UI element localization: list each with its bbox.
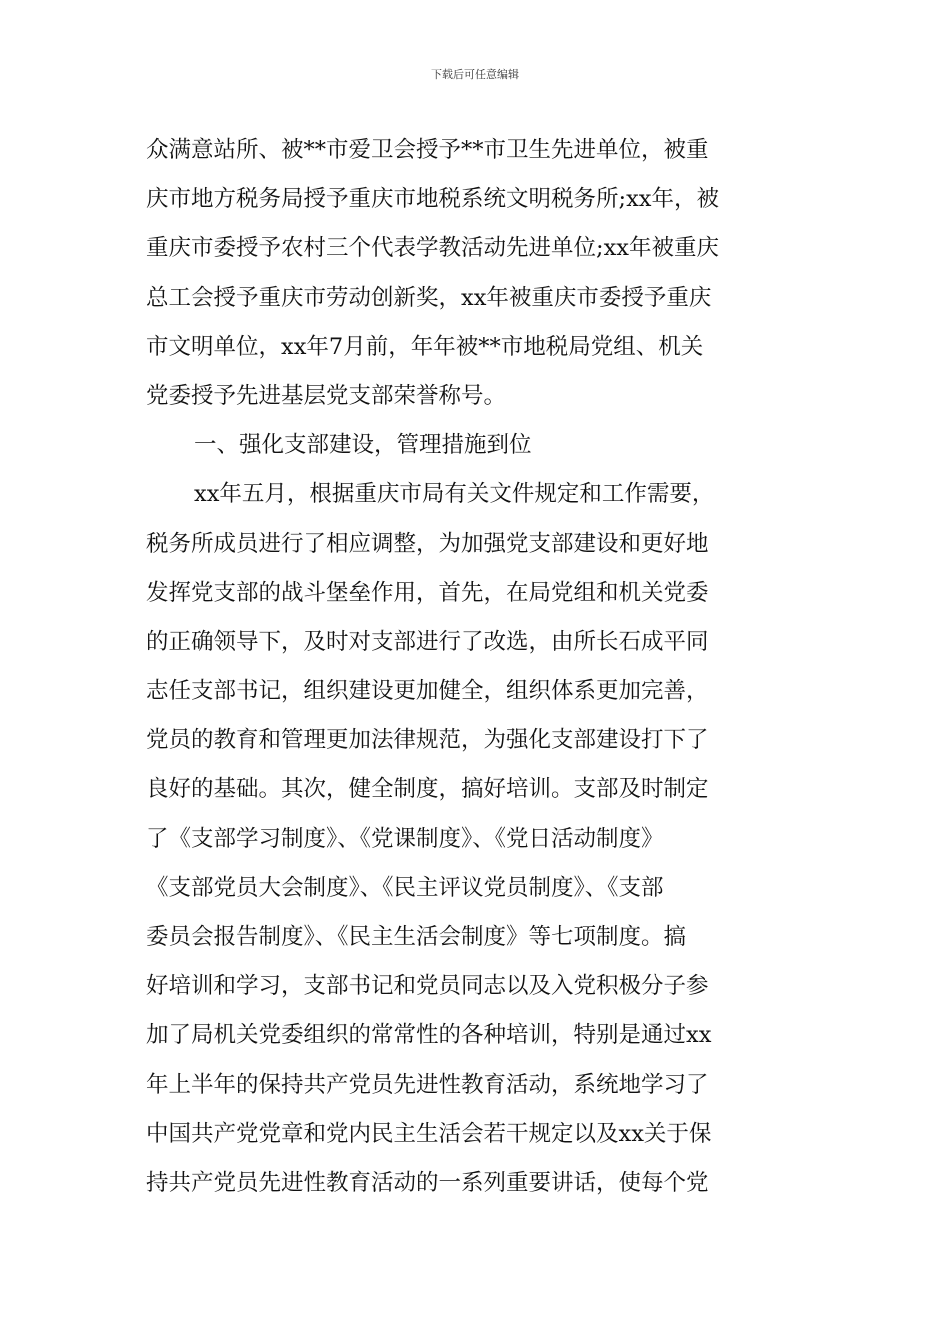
- text-line: 了《支部学习制度》、《党课制度》、《党日活动制度》: [146, 825, 664, 852]
- text-line: 党委授予先进基层党支部荣誉称号。: [146, 382, 507, 409]
- text-line: 加了局机关党委组织的常常性的各种培训，特别是通过xx: [146, 1022, 712, 1049]
- section-heading: 一、强化支部建设，管理措施到位: [194, 432, 532, 459]
- text-line: 众满意站所、被**市爱卫会授予**市卫生先进单位，被重: [146, 137, 709, 163]
- text-line: 良好的基础。其次，健全制度，搞好培训。支部及时制定: [146, 776, 709, 803]
- text-line: 《支部党员大会制度》、《民主评议党员制度》、《支部: [146, 874, 664, 901]
- text-line: 志任支部书记，组织建设更加健全，组织体系更加完善，: [146, 678, 709, 705]
- text-line: 的正确领导下，及时对支部进行了改选，由所长石成平同: [146, 628, 709, 655]
- text-line: 庆市地方税务局授予重庆市地税系统文明税务所;xx年，被: [146, 186, 719, 213]
- text-line: 委员会报告制度》、《民主生活会制度》等七项制度。搞: [146, 924, 687, 950]
- text-line: 发挥党支部的战斗堡垒作用，首先，在局党组和机关党委: [146, 579, 709, 606]
- text-line: xx年五月，根据重庆市局有关文件规定和工作需要，: [194, 481, 715, 508]
- text-line: 年上半年的保持共产党员先进性教育活动，系统地学习了: [146, 1071, 709, 1098]
- text-line: 税务所成员进行了相应调整，为加强党支部建设和更好地: [146, 530, 709, 557]
- document-body: [146, 126, 810, 1208]
- text-line: 中国共产党党章和党内民主生活会若干规定以及xx关于保: [146, 1120, 712, 1147]
- text-line: 党员的教育和管理更加法律规范，为强化支部建设打下了: [146, 727, 709, 754]
- page-header: 下载后可任意编辑: [431, 68, 519, 81]
- text-line: 持共产党员先进性教育活动的一系列重要讲话，使每个党: [146, 1169, 709, 1196]
- text-line: 重庆市委授予农村三个代表学教活动先进单位;xx年被重庆: [146, 235, 719, 262]
- text-line: 市文明单位，xx年7月前，年年被**市地税局党组、机关: [146, 333, 704, 360]
- text-line: 总工会授予重庆市劳动创新奖，xx年被重庆市委授予重庆: [146, 284, 712, 311]
- text-line: 好培训和学习，支部书记和党员同志以及入党积极分子参: [146, 973, 709, 1000]
